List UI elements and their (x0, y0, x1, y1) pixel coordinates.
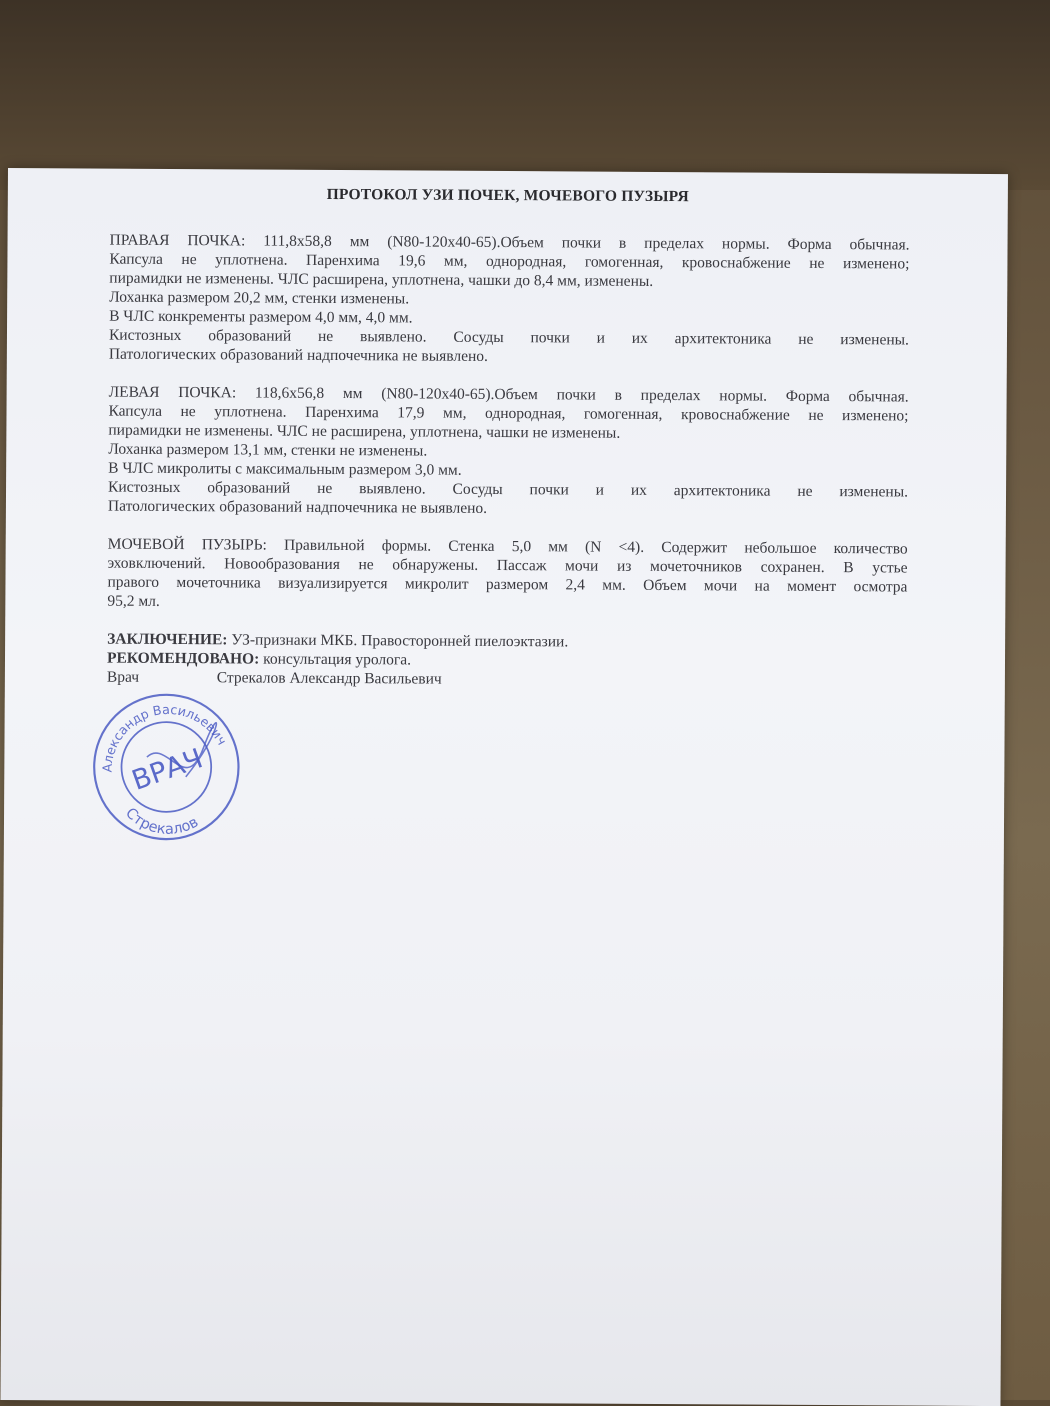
bladder-section: МОЧЕВОЙ ПУЗЫРЬ: Правильной формы. Стенка 5,0 мм (N <4). Содержит небольшое количество эховключений. Новообразования не обнаружены. Пассаж мочи из мочеточников сохранен. В устье правого мочеточника визуализируется микролит размером 2,4 мм. Объем мочи на момент осмотра 95,2 мл. (107, 535, 908, 610)
left-kidney-label: ЛЕВАЯ ПОЧКА: (108, 383, 237, 402)
recommendation-text: консультация уролога. (263, 650, 412, 669)
doctor-stamp (88, 689, 245, 846)
left-kidney-section: ЛЕВАЯ ПОЧКА: 118,6x56,8 мм (N80-120x40-65).Объем почки в пределах нормы. Форма обычная. Капсула не уплотнена. Паренхима 17,9 мм, однородная, гомогенная, кровоснабжение не изменено; пирамидки не изменены. ЧЛС не расширена, уплотнена, чашки не изменены. Лоханка размером 13,1 мм, стенки не изменены. В ЧЛС микролиты с максимальным размером 3,0 мм. Кистозных образований не выявлено. Сосуды почки и их архитектоника не изменены. Патологических образований надпочечника не выявлено. (107, 383, 909, 517)
doctor-name: Стрекалов Александр Васильевич (216, 669, 442, 688)
doctor-label: Врач (106, 668, 140, 686)
stamp-center-text: ВРАЧ (128, 743, 207, 797)
conclusion-text: УЗ-признаки МКБ. Правосторонней пиелоэктазии. (231, 631, 569, 651)
document-title: ПРОТОКОЛ УЗИ ПОЧЕК, МОЧЕВОГО ПУЗЫРЯ (326, 185, 690, 206)
stamp-ring-bottom-text: Стрекалов (122, 804, 202, 838)
right-kidney-label: ПРАВАЯ ПОЧКА: (109, 231, 246, 250)
stamp-ring-top-text: Александр Васильевич (99, 701, 230, 773)
doctor-line (107, 668, 907, 692)
document-page (0, 168, 1008, 1406)
recommendation-label: РЕКОМЕНДОВАНО: (106, 649, 260, 668)
right-kidney-section: ПРАВАЯ ПОЧКА: 111,8x58,8 мм (N80-120x40-65).Объем почки в пределах нормы. Форма обычная. Капсула не уплотнена. Паренхима 19,6 мм, однородная, гомогенная, кровоснабжение не изменено; пирамидки не изменены. ЧЛС расширена, уплотнена, чашки до 8,4 мм, изменены. Лоханка размером 20,2 мм, стенки изменены. В ЧЛС конкременты размером 4,0 мм, 4,0 мм. Кистозных образований не выявлено. Сосуды почки и их архитектоника не изменены. Патологических образований надпочечника не выявлено. (108, 231, 910, 365)
conclusion-label: ЗАКЛЮЧЕНИЕ: (107, 630, 228, 649)
document-body (107, 231, 910, 692)
bladder-label: МОЧЕВОЙ ПУЗЫРЬ: (107, 535, 267, 554)
table-background (0, 0, 1050, 190)
